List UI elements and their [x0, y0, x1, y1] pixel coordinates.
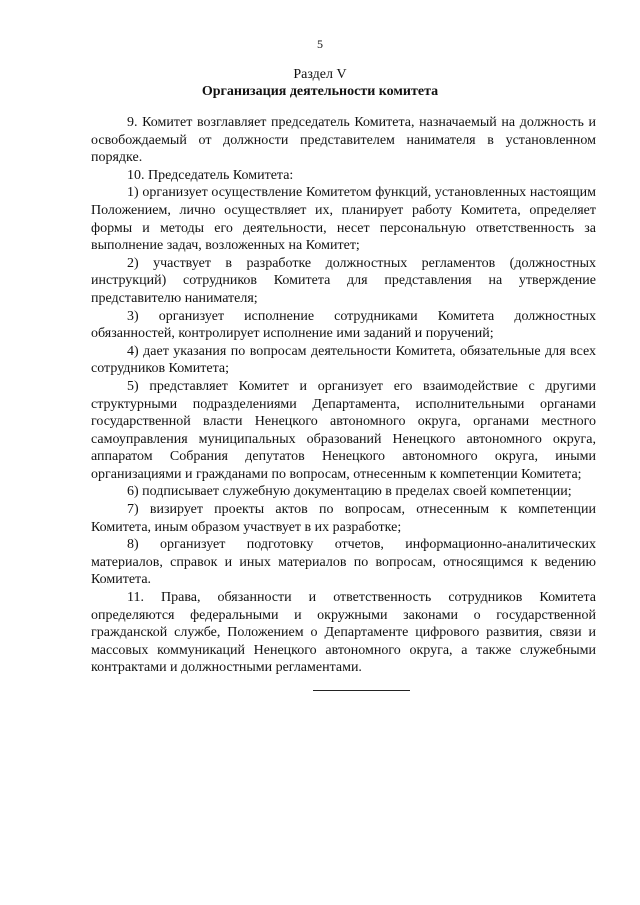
document-body	[91, 114, 596, 677]
list-item-8: 8) организует подготовку отчетов, информационно-аналитических материалов, справок и иных материалов по вопросам, относящимся к ведению Комитета.	[91, 537, 596, 588]
paragraph-9: 9. Комитет возглавляет председатель Комитета, назначаемый на должность и освобождаемый от должности представителем нанимателя в установленном порядке.	[91, 115, 596, 166]
list-item-7: 7) визирует проекты актов по вопросам, отнесенным к компетенции Комитета, иным образом участвует в их разработке;	[91, 502, 596, 535]
section-label: Раздел V	[293, 67, 347, 82]
list-item-6: 6) подписывает служебную документацию в пределах своей компетенции;	[127, 484, 572, 500]
list-item-2: 2) участвует в разработке должностных регламентов (должностных инструкций) сотрудников Комитета для представления на утверждение представителю нанимателя;	[91, 255, 596, 306]
list-item-5: 5) представляет Комитет и организует его взаимодействие с другими структурными подразделениями Департамента, исполнительными органами государственной власти Ненецкого автономного округа, органами местного самоуправления муниципальных образований Ненецкого автономного округа, аппаратом Собрания депутатов Ненецкого автономного округа, иными организациями и гражданами по вопросам, отнесенным к компетенции Комитета;	[91, 378, 596, 482]
list-item-1: 1) организует осуществление Комитетом функций, установленных настоящим Положением, лично осуществляет их, планирует работу Комитета, определяет формы и методы его деятельности, несет персональную ответственность за выполнение задач, возложенных на Комитет;	[91, 185, 596, 254]
section-title: Организация деятельности комитета	[201, 84, 439, 99]
page-number: 5	[317, 37, 323, 51]
end-divider	[313, 690, 410, 691]
list-item-3: 3) организует исполнение сотрудниками Комитета должностных обязанностей, контролирует исполнение ими заданий и поручений;	[91, 308, 596, 342]
list-item-4: 4) дает указания по вопросам деятельности Комитета, обязательные для всех сотрудников Комитета;	[91, 343, 596, 377]
paragraph-11: 11. Права, обязанности и ответственность сотрудников Комитета определяются федеральными и окружными законами о государственной гражданской службе, Положением о Департаменте цифрового развития, связи и массовых коммуникаций Ненецкого автономного округа, а также служебными контрактами и должностными регламентами.	[91, 590, 596, 676]
paragraph-10: 10. Председатель Комитета:	[127, 167, 294, 183]
